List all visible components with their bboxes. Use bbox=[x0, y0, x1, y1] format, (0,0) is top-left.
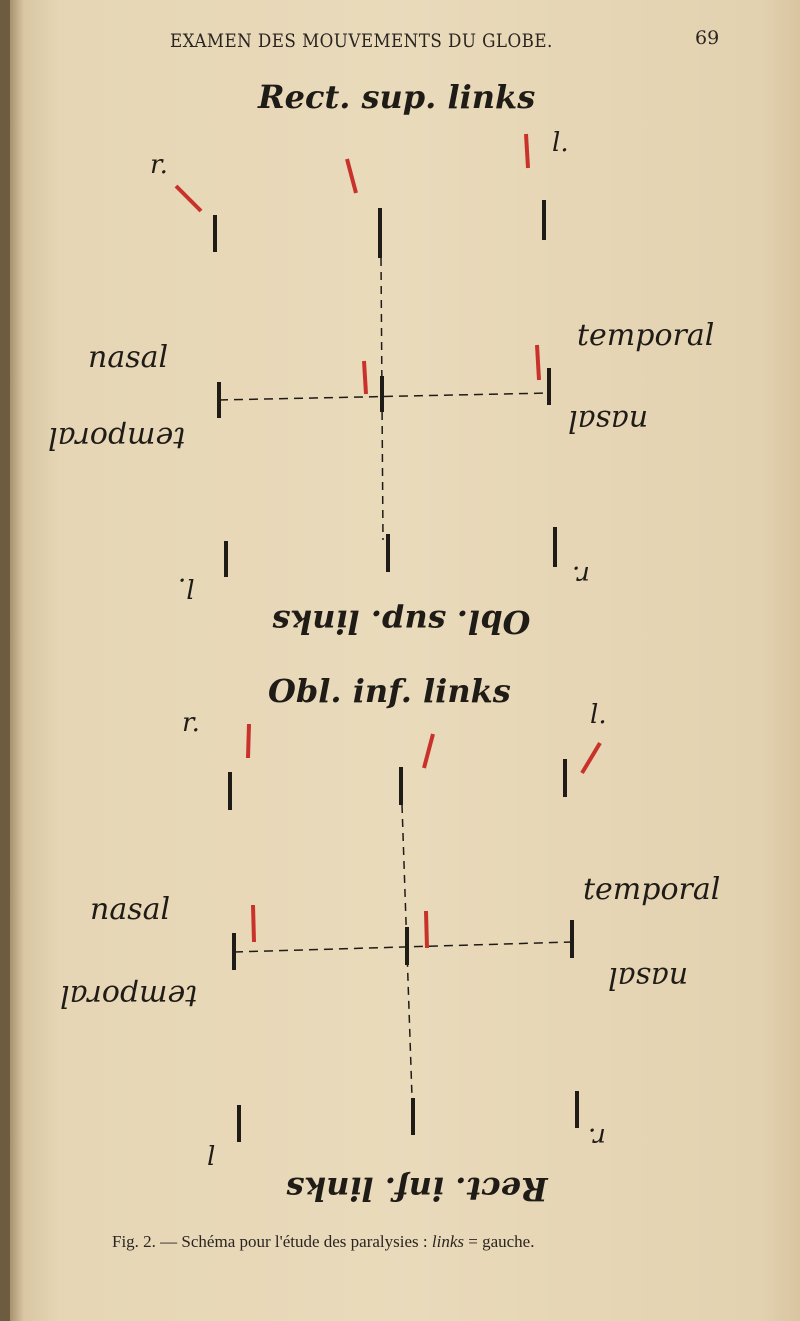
top-label-r: r. bbox=[150, 150, 168, 180]
top-label-r-inverted: r. bbox=[572, 560, 590, 590]
bottom-label-l: l. bbox=[590, 700, 607, 730]
figure-caption bbox=[112, 1232, 534, 1252]
bottom-label-nasal-inverted: nasal bbox=[608, 960, 689, 995]
top-figure-marks bbox=[176, 134, 555, 577]
red-bar bbox=[364, 361, 366, 394]
red-bar bbox=[248, 724, 249, 758]
top-label-temporal-inverted: temporal bbox=[48, 420, 186, 455]
dashed-axis-horizontal bbox=[234, 942, 572, 952]
top-label-nasal: nasal bbox=[88, 340, 169, 375]
red-bar bbox=[582, 743, 600, 773]
bottom-figure-title-inverted: Rect. inf. links bbox=[286, 1170, 548, 1208]
top-label-l-inverted: l. bbox=[178, 572, 195, 602]
running-head: EXAMEN DES MOUVEMENTS DU GLOBE. bbox=[170, 30, 553, 52]
top-figure-title: Rect. sup. links bbox=[258, 78, 536, 116]
bottom-label-l-inverted: l bbox=[207, 1138, 216, 1168]
top-label-nasal-inverted: nasal bbox=[568, 403, 649, 438]
red-bar bbox=[424, 734, 433, 768]
bottom-figure-title: Obl. inf. links bbox=[268, 672, 511, 710]
red-bar bbox=[253, 905, 254, 942]
bottom-label-r-inverted: r. bbox=[588, 1122, 606, 1152]
caption-prefix: Fig. 2. — Schéma pour l'étude des paralysies : bbox=[112, 1232, 428, 1251]
top-figure-title-inverted: Obl. sup. links bbox=[272, 603, 531, 641]
bottom-figure-marks bbox=[230, 724, 600, 1142]
top-label-temporal: temporal bbox=[577, 318, 715, 353]
red-bar bbox=[426, 911, 427, 948]
bottom-label-r: r. bbox=[182, 708, 200, 738]
bottom-label-temporal: temporal bbox=[583, 872, 721, 907]
top-label-l: l. bbox=[552, 128, 569, 158]
red-bar bbox=[526, 134, 528, 168]
page-number: 69 bbox=[695, 27, 720, 49]
red-bar bbox=[176, 186, 201, 211]
red-bar bbox=[537, 345, 539, 380]
caption-suffix: = gauche. bbox=[468, 1232, 535, 1251]
bottom-label-nasal: nasal bbox=[90, 892, 171, 927]
caption-italic-word: links bbox=[431, 1232, 464, 1251]
red-bar bbox=[347, 159, 356, 193]
bottom-label-temporal-inverted: temporal bbox=[60, 978, 198, 1013]
